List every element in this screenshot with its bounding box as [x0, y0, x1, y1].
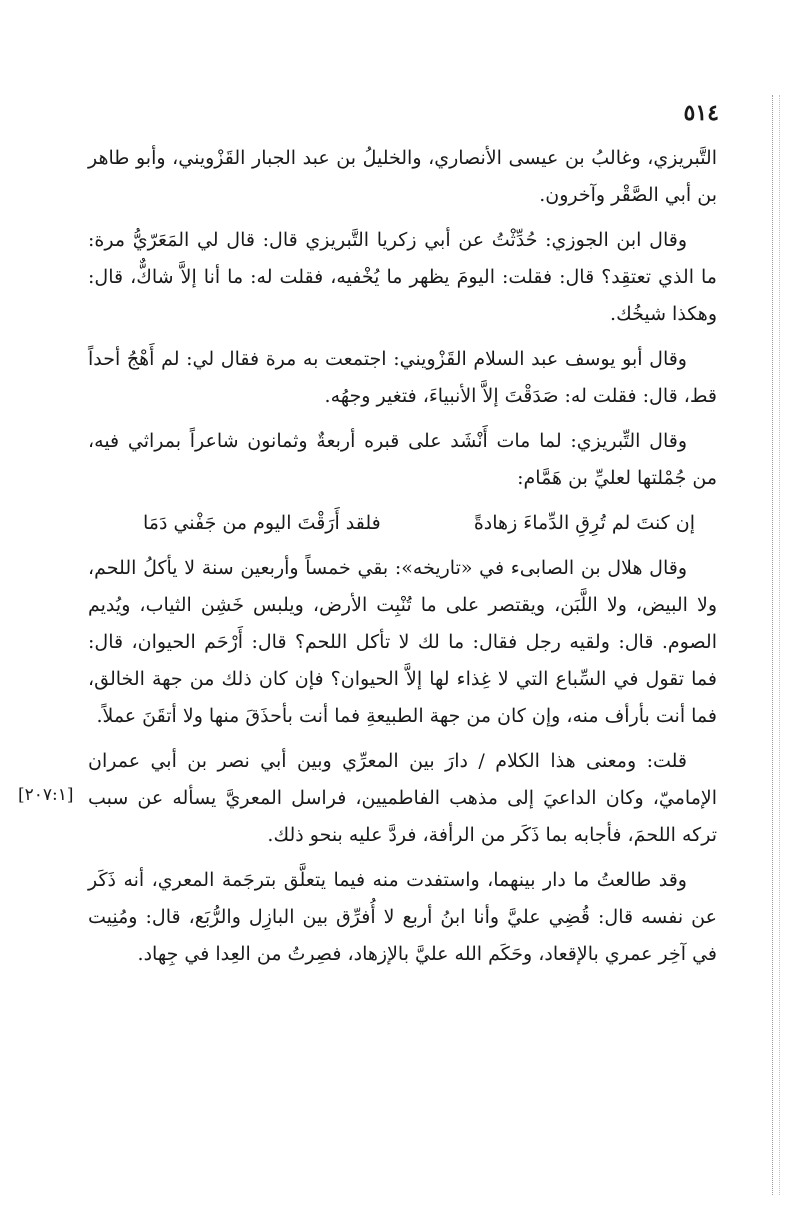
margin-reference: [٢٠٧:١]	[18, 785, 74, 805]
paragraph-3: وقال أبو يوسف عبد السلام القَزْويني: اجتمعت به مرة فقال لي: لم أَهْجُ أحداً قط، قال: فقلت له: صَدَقْتَ إلاَّ الأنبياءَ، فتغير وجهُه.	[88, 348, 717, 407]
paragraph-7: وقد طالعتُ ما دار بينهما، واستفدت منه فيما يتعلَّق بترجَمة المعري، أنه ذَكَر عن نفسه قال: قُضِي عليَّ وأنا ابنُ أربع لا أُفرِّق بين البازِل والرُّبَع، قال: ومُنِيت في آخِر عمري بالإقعاد، وحَكَم الله عليَّ بالإزهاد، فصِرتُ من العِدا في جِهاد.	[88, 869, 717, 965]
paragraph-6: قلت: ومعنى هذا الكلام / دارَ بين المعرِّي وبين أبي نصر بن أبي عمران الإماميّ، وكان الداعيَ إلى مذهب الفاطميين، فراسل المعريَّ يسأله عن سبب تركه اللحمَ، فأجابه بما ذَكَر من الرأفة، فردَّ عليه بنحو ذلك.	[88, 750, 717, 846]
page-number: ٥١٤	[683, 100, 719, 126]
body-text	[88, 140, 717, 981]
verse-second-hemistich: فلقد أَرَقْتَ اليوم من جَفْني دَمَا	[143, 512, 381, 534]
verse-first-hemistich: إن كنتَ لم تُرِقِ الدِّماءَ زهادةً	[473, 512, 695, 534]
poem-verse	[88, 505, 717, 542]
paragraph-4: وقال التِّبريزي: لما مات أَنْشَد على قبره أربعةٌ وثمانون شاعراً بمراثي فيه، من جُمْلتها لعليِّ بن هَمَّام:	[88, 430, 717, 489]
page-edge-line-outer	[779, 95, 780, 1195]
page-edge-line	[772, 95, 773, 1195]
paragraph-2: وقال ابن الجوزي: حُدِّثْتُ عن أبي زكريا التَّبريزي قال: قال لي المَعَرّيُّ مرة: ما الذي تعتقِد؟ قال: فقلت: اليومَ يظهر ما يُخْفيه، فقلت له: ما أنا إلاَّ شاكٌّ، قال: وهكذا شيخُك.	[88, 229, 717, 325]
paragraph-1: التَّبريزي، وغالبُ بن عيسى الأنصاري، والخليلُ بن عبد الجبار القَزْويني، وأبو طاهر بن أبي الصَّقْر وآخرون.	[88, 147, 717, 206]
paragraph-5: وقال هلال بن الصابىء في «تاريخه»: بقي خمساً وأربعين سنة لا يأكلُ اللحم، ولا البيض، ولا اللَّبَن، ويقتصر على ما تُنْبِت الأرض، ويلبس خَشِن الثياب، ويُديم الصوم. قال: ولقيه رجل فقال: ما لك لا تأكل اللحم؟ قال: أَرْحَم الحيوان، قال: فما تقول في السِّباع التي لا غِذاء لها إلاَّ الحيوان؟ فإن كان ذلك من جهة الخالق، فما أنت بأرأف منه، وإن كان من جهة الطبيعةِ فما أنت بأحذَقَ منها ولا أتقَنَ عملاً.	[88, 557, 717, 727]
